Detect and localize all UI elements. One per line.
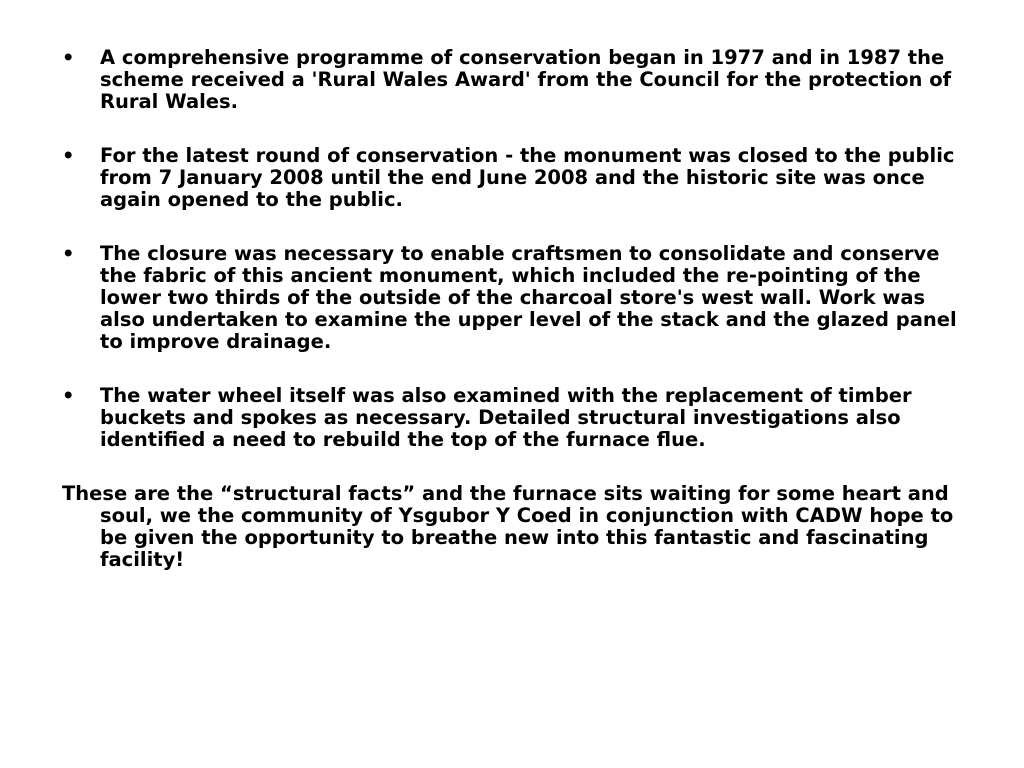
bullet-text: For the latest round of conservation - the monument was closed to the public from 7 January 2008 until the end June 2008 and the historic site was once again opened to the public.	[100, 144, 955, 211]
bullet-item-water-wheel	[62, 385, 966, 451]
bullet-text: The water wheel itself was also examined with the replacement of timber buckets and spokes as necessary. Detailed structural investigations also identified a need to rebuild the top of the furnace flue.	[100, 384, 912, 451]
bullet-list	[62, 47, 966, 451]
bullet-marker: •	[62, 144, 75, 167]
bullet-marker: •	[62, 384, 75, 407]
bullet-item-conservation-programme	[62, 47, 966, 113]
bullet-text: A comprehensive programme of conservation began in 1977 and in 1987 the scheme received a 'Rural Wales Award' from the Council for the protection of Rural Wales.	[100, 46, 952, 113]
bullet-item-latest-round	[62, 145, 966, 211]
closing-paragraph: These are the “structural facts” and the furnace sits waiting for some heart and soul, we the community of Ysgubor Y Coed in conjunction with CADW hope to be given the opportunity to breathe new into this fantastic and fascinating facility!	[62, 482, 954, 571]
slide-content	[62, 47, 966, 571]
bullet-marker: •	[62, 242, 75, 265]
bullet-item-closure-reason	[62, 243, 966, 353]
bullet-text: The closure was necessary to enable craftsmen to consolidate and conserve the fabric of this ancient monument, which included the re-pointing of the lower two thirds of the outside of the charcoal store's west wall. Work was also undertaken to examine the upper level of the stack and the glazed panel to improve drainage.	[100, 242, 957, 353]
bullet-marker: •	[62, 46, 75, 69]
